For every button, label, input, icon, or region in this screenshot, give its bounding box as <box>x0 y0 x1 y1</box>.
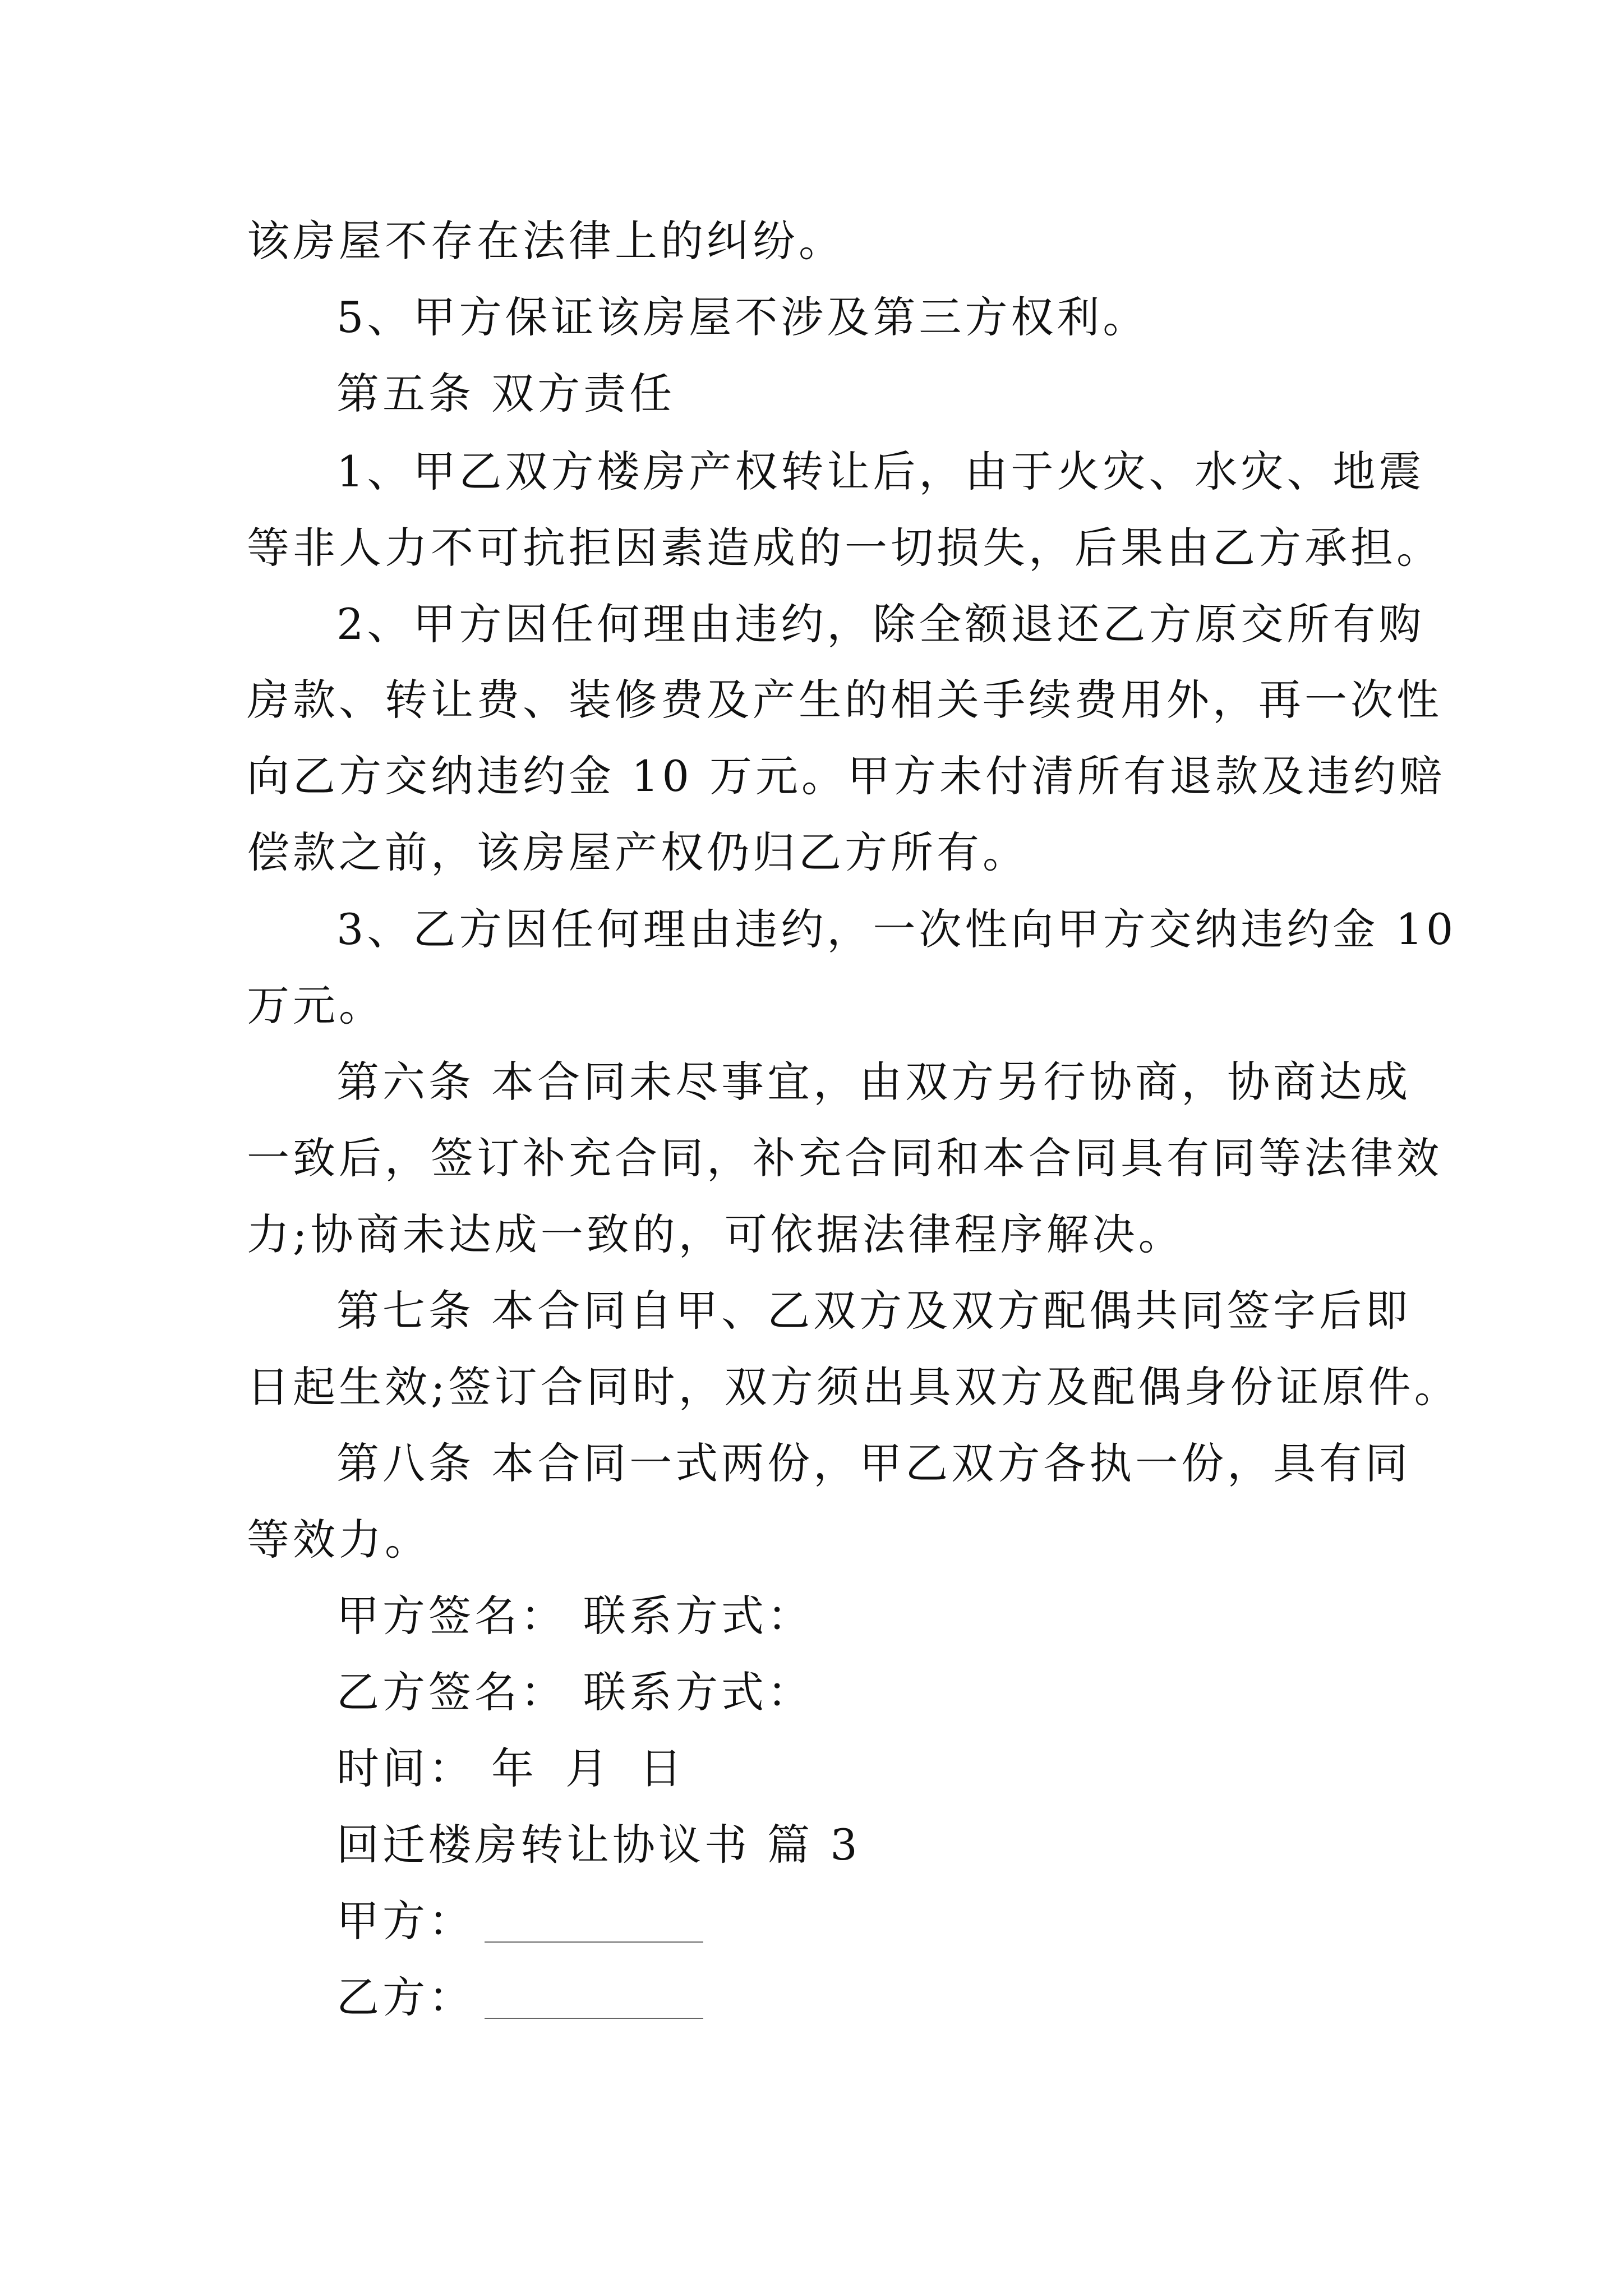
paragraph-line: 5、甲方保证该房屋不涉及第三方权利。 <box>336 292 1149 342</box>
party-a-blank-field <box>485 1941 703 1943</box>
party-b-line <box>336 1972 703 2022</box>
party-b-label: 乙方： <box>336 1972 474 2022</box>
party-a-contact-label: 联系方式： <box>583 1591 813 1641</box>
paragraph-line: 房款、转让费、装修费及产生的相关手续费用外，再一次性 <box>247 675 1442 725</box>
party-b-sign-label: 乙方签名： <box>336 1667 566 1717</box>
paragraph-line: 向乙方交纳违约金 10 万元。甲方未付清所有退款及违约赔 <box>247 751 1446 801</box>
party-b-contact-label: 联系方式： <box>583 1667 813 1717</box>
day-label: 日 <box>639 1743 685 1793</box>
paragraph-line: 等非人力不可抗拒因素造成的一切损失，后果由乙方承担。 <box>247 523 1442 573</box>
party-a-sign-label: 甲方签名： <box>336 1591 566 1641</box>
paragraph-line: 万元。 <box>247 981 385 1030</box>
paragraph-line: 1、甲乙双方楼房产权转让后，由于火灾、水灾、地震 <box>336 447 1425 496</box>
year-label: 年 <box>491 1743 537 1793</box>
time-label: 时间： <box>336 1743 474 1793</box>
party-a-signature-line <box>336 1591 813 1641</box>
paragraph-line: 第八条 本合同一式两份，甲乙双方各执一份，具有同 <box>336 1438 1412 1488</box>
paragraph-line: 第六条 本合同未尽事宜，由双方另行协商，协商达成 <box>336 1057 1412 1107</box>
section-heading: 第五条 双方责任 <box>336 369 676 418</box>
month-label: 月 <box>565 1743 611 1793</box>
paragraph-line: 一致后，签订补充合同，补充合同和本合同具有同等法律效 <box>247 1133 1442 1183</box>
section-title: 回迁楼房转让协议书 篇 3 <box>336 1820 861 1870</box>
party-a-line <box>336 1896 703 1946</box>
paragraph-line: 偿款之前，该房屋产权仍归乙方所有。 <box>247 827 1029 877</box>
paragraph-line: 日起生效;签订合同时，双方须出具双方及配偶身份证原件。 <box>247 1362 1460 1412</box>
paragraph-line: 2、甲方因任何理由违约，除全额退还乙方原交所有购 <box>336 599 1425 649</box>
party-a-label: 甲方： <box>336 1896 474 1946</box>
paragraph-line: 力;协商未达成一致的，可依据法律程序解决。 <box>247 1209 1184 1259</box>
party-b-signature-line <box>336 1667 813 1717</box>
paragraph-line: 第七条 本合同自甲、乙双方及双方配偶共同签字后即 <box>336 1286 1412 1336</box>
paragraph-line: 该房屋不存在法律上的纠纷。 <box>247 216 845 266</box>
paragraph-line: 3、乙方因任何理由违约，一次性向甲方交纳违约金 10 <box>336 904 1457 954</box>
date-line <box>336 1743 685 1793</box>
party-b-blank-field <box>485 2018 703 2019</box>
paragraph-line: 等效力。 <box>247 1515 431 1565</box>
